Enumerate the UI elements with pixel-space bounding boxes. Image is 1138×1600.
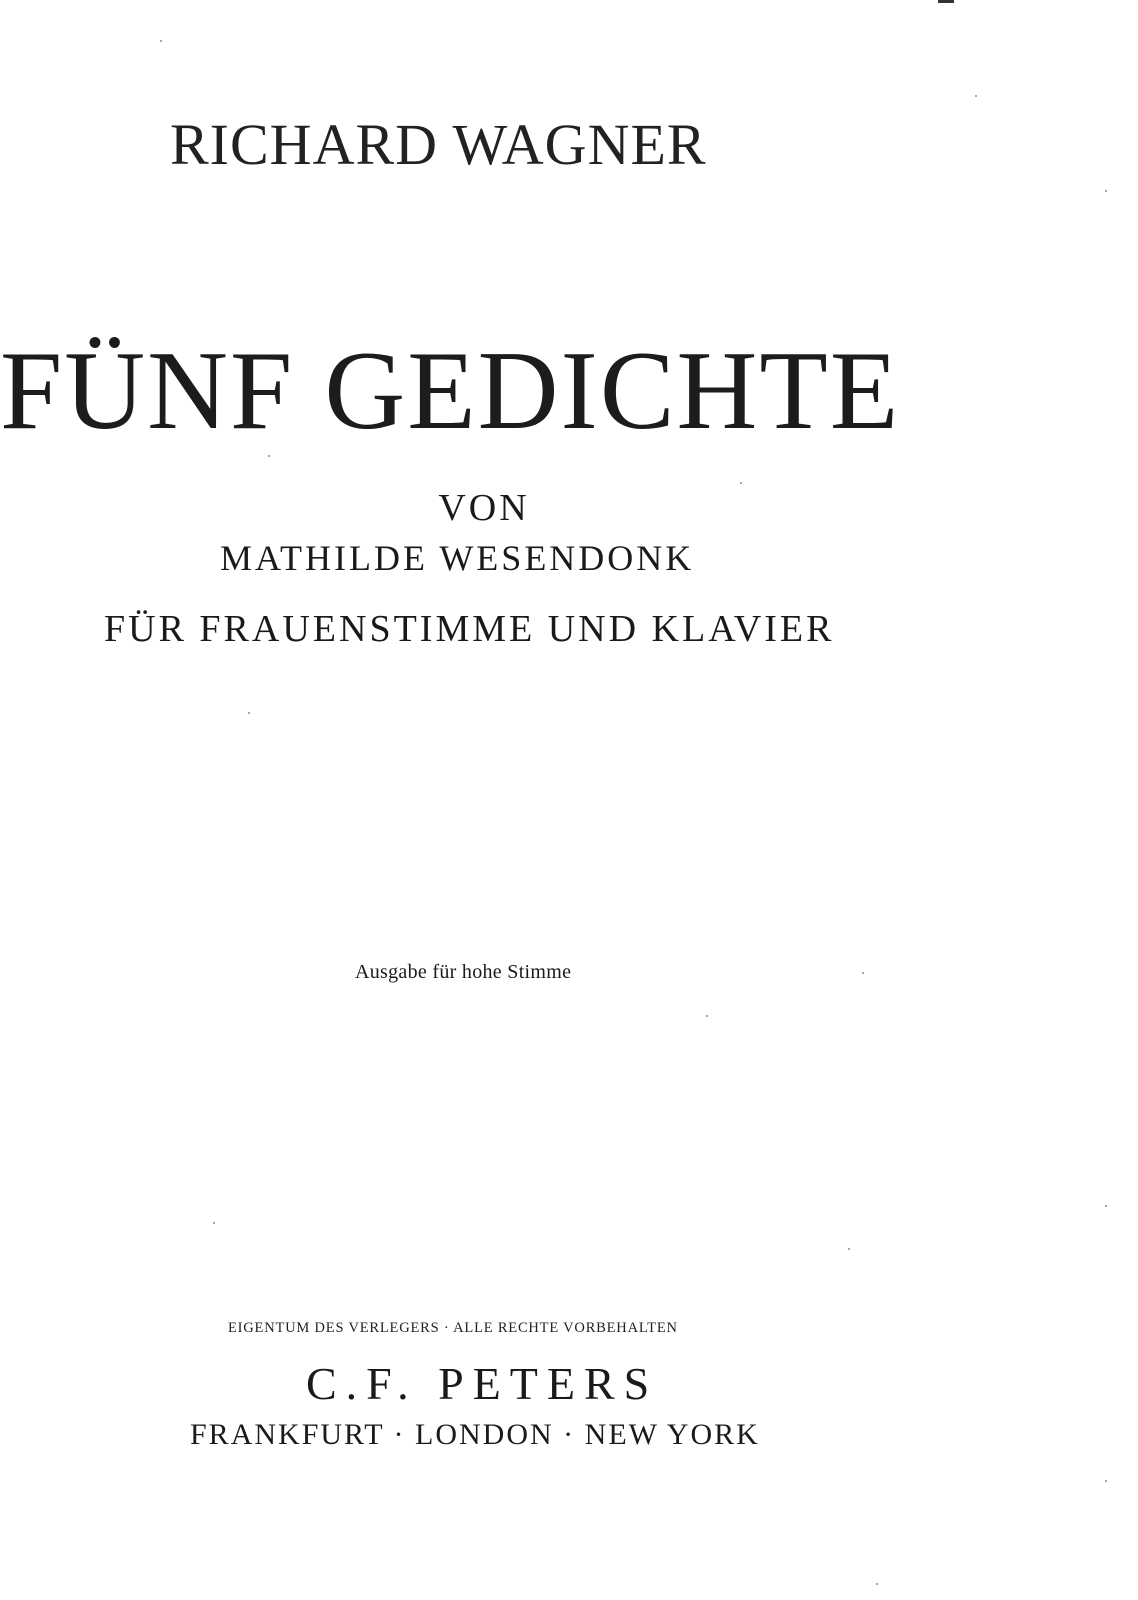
scan-speck — [1105, 1205, 1107, 1207]
scan-speck — [862, 972, 864, 974]
scan-speck — [848, 1248, 850, 1250]
scan-speck — [268, 455, 270, 457]
scan-speck — [740, 482, 742, 484]
scan-edge-mark — [938, 0, 954, 3]
scan-speck — [975, 95, 977, 97]
publisher-name: C.F. PETERS — [306, 1358, 659, 1409]
composer-name: RICHARD WAGNER — [170, 112, 707, 177]
scan-speck — [213, 1222, 215, 1224]
scan-speck — [1105, 1480, 1107, 1482]
work-title: FÜNF GEDICHTE — [0, 329, 901, 453]
scan-speck — [160, 40, 162, 42]
scoring-line: FÜR FRAUENSTIMME UND KLAVIER — [104, 608, 835, 650]
rights-notice: EIGENTUM DES VERLEGERS · ALLE RECHTE VORBEHALTEN — [228, 1320, 678, 1336]
edition-note: Ausgabe für hohe Stimme — [355, 961, 572, 983]
scan-speck — [1105, 190, 1107, 192]
by-label: VON — [438, 487, 530, 529]
publisher-cities: FRANKFURT · LONDON · NEW YORK — [190, 1418, 760, 1451]
poet-name: MATHILDE WESENDONK — [220, 538, 695, 578]
scan-speck — [706, 1015, 708, 1017]
scan-speck — [876, 1583, 878, 1585]
scan-speck — [248, 712, 250, 714]
